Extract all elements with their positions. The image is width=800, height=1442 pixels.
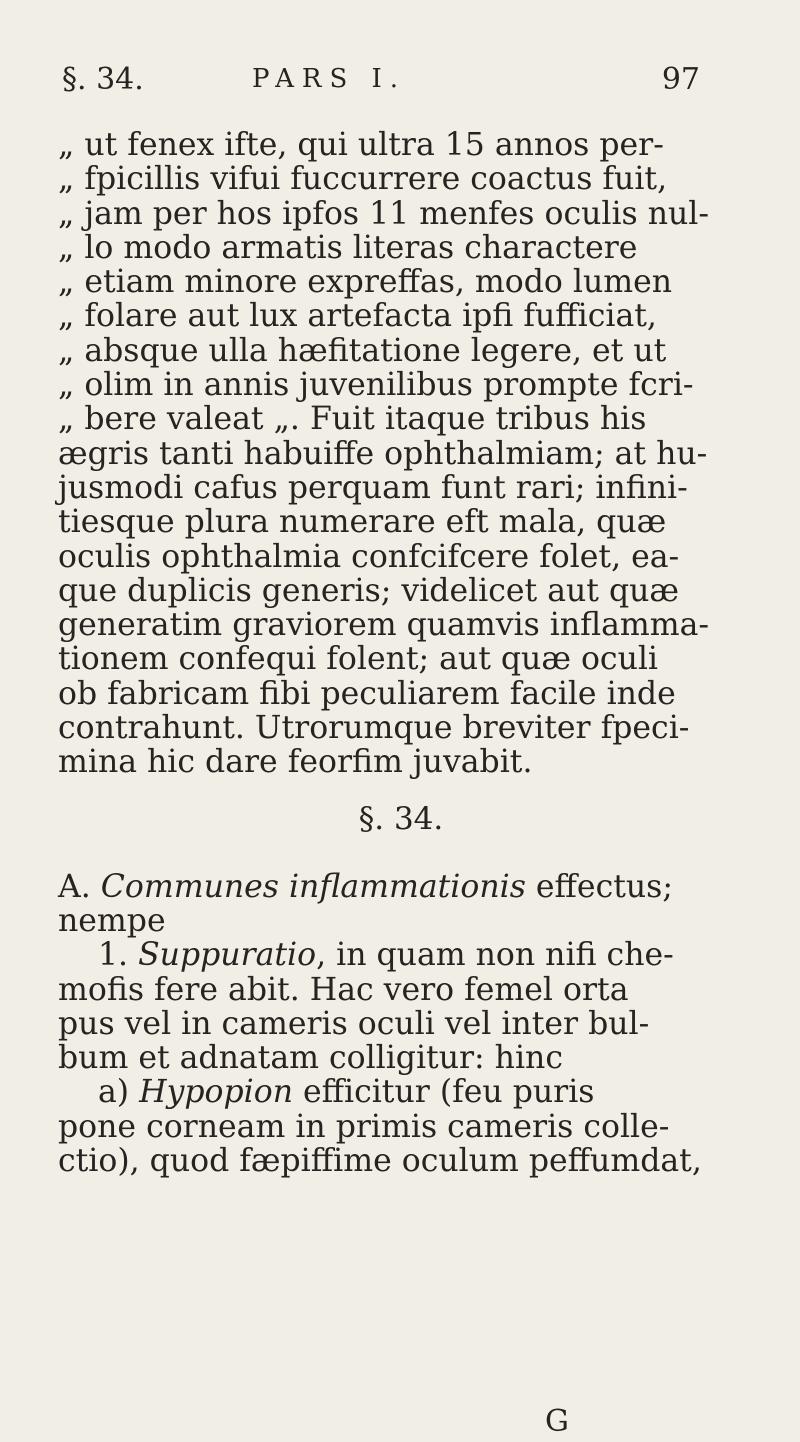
text-body: [58, 128, 718, 1178]
paragraph-line: „ lo modo armatis literas charactere: [58, 229, 638, 266]
catchword: G: [545, 1404, 569, 1439]
paragraph-line: ob fabricam fibi peculiarem facile inde: [58, 675, 676, 712]
item-a-label: a): [98, 1074, 130, 1111]
paragraph-line: „ fpicillis vifui fuccurrere coactus fuit,: [58, 161, 668, 198]
running-header: [62, 62, 700, 106]
item-1-line: pus vel in cameris oculi vel inter bul-: [58, 1005, 650, 1042]
paragraph-quotation: [58, 128, 718, 780]
item-a-term: Hypopion: [139, 1074, 293, 1111]
section-mark: §. 34.: [358, 800, 444, 837]
paragraph-line: „ olim in annis juvenilibus prompte fcri-: [58, 367, 694, 404]
paragraph-line: „ absque ulla hæfitatione legere, et ut: [58, 332, 667, 369]
section-a-heading-rest: effectus;: [535, 868, 673, 905]
paragraph-line: jusmodi cafus perquam funt rari; infini-: [58, 469, 688, 506]
item-a-continuation: [58, 1110, 718, 1179]
item-1-term: Suppuratio: [138, 937, 317, 974]
paragraph-line: oculis ophthalmia confcifcere folet, ea-: [58, 538, 680, 575]
paragraph-line: tiesque plura numerare eft mala, quæ: [58, 504, 667, 541]
section-a-line2: nempe: [58, 902, 166, 939]
paragraph-line: contrahunt. Utrorumque breviter fpeci-: [58, 710, 690, 747]
item-1-continuation: [58, 973, 718, 1076]
item-a-line-1: [58, 1075, 718, 1109]
paragraph-line: generatim graviorem quamvis inflamma-: [58, 607, 710, 644]
paragraph-line: „ folare aut lux artefacta ipfi fufficiat,: [58, 298, 657, 335]
item-1-line: bum et adnatam colligitur: hinc: [58, 1040, 563, 1077]
header-page-number: 97: [661, 62, 700, 97]
paragraph-line: „ etiam minore expreffas, modo lumen: [58, 264, 673, 301]
item-a-line: ctio), quod fæpiffime oculum peffumdat,: [58, 1143, 702, 1180]
paragraph-line: mina hic dare feorfim juvabit.: [58, 744, 533, 781]
item-1-text: , in quam non nifi che-: [316, 937, 674, 974]
item-a-text: efficitur (feu puris: [303, 1074, 595, 1111]
section-a-heading: [58, 870, 718, 904]
item-1-line-1: [58, 938, 718, 972]
section-a-label: A.: [58, 868, 91, 905]
paragraph-line: que duplicis generis; videlicet aut quæ: [58, 572, 680, 609]
item-1-number: 1.: [98, 937, 129, 974]
paragraph-line: ægris tanti habuiffe ophthalmiam; at hu-: [58, 435, 708, 472]
paragraph-line: „ bere valeat „. Fuit itaque tribus his: [58, 401, 647, 438]
paragraph-line: tionem confequi folent; aut quæ oculi: [58, 641, 659, 678]
item-a-line: pone corneam in primis cameris colle-: [58, 1108, 670, 1145]
header-part-title: PARS I.: [252, 64, 407, 94]
header-section-number: §. 34.: [62, 62, 144, 97]
item-1-line: mofis fere abit. Hac vero femel orta: [58, 971, 629, 1008]
paragraph-line: „ jam per hos ipfos 11 menfes oculis nul-: [58, 195, 709, 232]
section-a-heading-italic: Communes inflammationis: [100, 868, 526, 905]
paragraph-line: „ ut fenex ifte, qui ultra 15 annos per-: [58, 127, 664, 163]
